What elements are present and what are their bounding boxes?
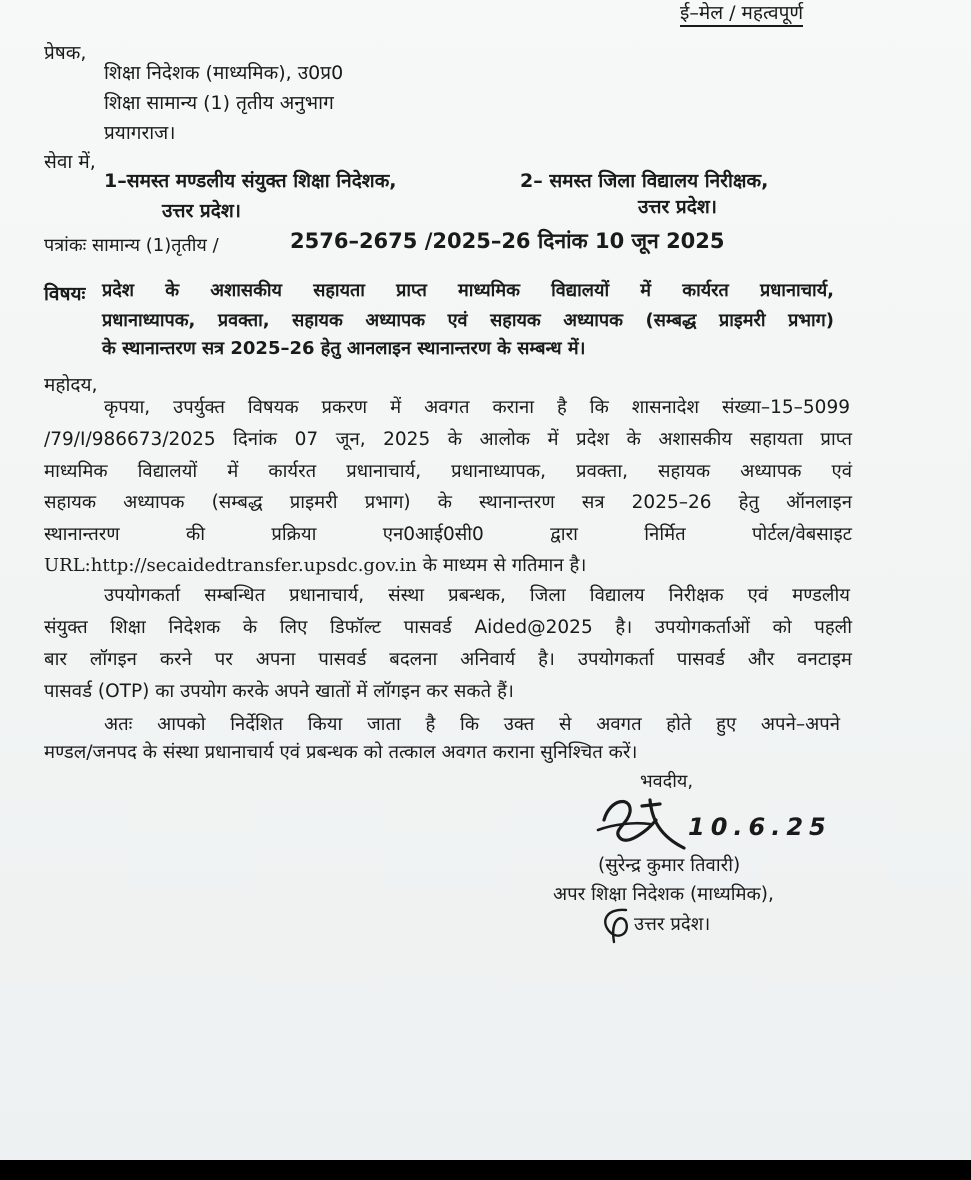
para-2-line-2: संयुक्त शिक्षा निदेशक के लिए डिफॉल्ट पासवर्ड Aided@2025 है। उपयोगकर्ताओं को पहली [44,617,852,638]
recipient-2-line-2: उत्तर प्रदेश। [638,196,717,218]
recipient-1-line-1: 1–समस्त मण्डलीय संयुक्त शिक्षा निदेशक, [104,170,397,192]
bottom-border [0,1160,971,1180]
para-3-line-1: अतः आपको निर्देशित किया जाता है कि उक्त से अवगत होते हुए अपने–अपने [104,714,840,735]
reference-number: 2576–2675 /2025–26 दिनांक 10 जून 2025 [290,229,725,253]
para-2-line-3: बार लॉगइन करने पर अपना पासवर्ड बदलना अनिवार्य है। उपयोगकर्ता पासवर्ड और वनटाइम [44,649,852,670]
para-1-line-1: कृपया, उपर्युक्त विषयक प्रकरण में अवगत कराना है कि शासनादेश संख्या–15–5099 [104,397,850,418]
para-2-line-1: उपयोगकर्ता सम्बन्धित प्रधानाचार्य, संस्था प्रबन्धक, जिला विद्यालय निरीक्षक एवं मण्डलीय [104,585,850,606]
para-1-line-6 [44,557,586,576]
para-1-line-5: स्थानान्तरण की प्रक्रिया एन0आई0सी0 द्वारा निर्मित पोर्टल/वेबसाइट [44,524,852,545]
signatory-name: (सुरेन्द्र कुमार तिवारी) [598,855,741,876]
para-1-line-3: माध्यमिक विद्यालयों में कार्यरत प्रधानाचार्य, प्रधानाध्यापक, प्रवक्ता, सहायक अध्यापक एवं [44,461,852,482]
sender-line-2: शिक्षा सामान्य (1) तृतीय अनुभाग [104,92,334,114]
para-3-line-2: मण्डल/जनपद के संस्था प्रधानाचार्य एवं प्रबन्धक को तत्काल अवगत कराना सुनिश्चित करें। [44,742,638,763]
salutation: महोदय, [44,374,98,396]
recipient-1-line-2: उत्तर प्रदेश। [162,200,241,222]
subject-line-1: प्रदेश के अशासकीय सहायता प्राप्त माध्यमिक विद्यालयों में कार्यरत प्रधानाचार्य, [102,280,834,301]
para-1-tail: के माध्यम से गतिमान है। [422,555,587,576]
recipients-label: सेवा में, [44,151,96,173]
para-2-line-4: पासवर्ड (OTP) का उपयोग करके अपने खातों में लॉगइन कर सकते हैं। [44,681,514,702]
para-1-line-2: /79/I/986673/2025 दिनांक 07 जून, 2025 के आलोक में प्रदेश के अशासकीय सहायता प्राप्त [44,429,852,450]
recipient-2-line-1: 2– समस्त जिला विद्यालय निरीक्षक, [520,170,769,192]
priority-label: ई–मेल / महत्वपूर्ण [680,4,803,23]
valediction: भवदीय, [640,771,694,792]
para-1-line-4: सहायक अध्यापक (सम्बद्ध प्राइमरी प्रभाग) के स्थानान्तरण सत्र 2025–26 हेतु ऑनलाइन [44,492,852,513]
signatory-state: उत्तर प्रदेश। [634,914,711,935]
sender-line-3: प्रयागराज। [104,122,176,144]
subject-line-3: के स्थानान्तरण सत्र 2025–26 हेतु आनलाइन स्थानान्तरण के सम्बन्ध में। [102,338,586,359]
subject-line-2: प्रधानाध्यापक, प्रवक्ता, सहायक अध्यापक एवं सहायक अध्यापक (सम्बद्ध प्राइमरी प्रभाग) [102,310,834,331]
initial-mark [596,904,636,946]
portal-url[interactable]: URL:http://secaidedtransfer.upsdc.gov.in [44,555,417,576]
signature-date: 10.6.25 [688,813,832,841]
sender-label: प्रेषक, [44,42,87,64]
reference-prefix: पत्रांकः सामान्य (1)तृतीय / [44,235,219,256]
sender-line-1: शिक्षा निदेशक (माध्यमिक), उ0प्र0 [104,62,344,84]
signatory-designation: अपर शिक्षा निदेशक (माध्यमिक), [553,884,774,905]
subject-label: विषयः [44,283,86,305]
